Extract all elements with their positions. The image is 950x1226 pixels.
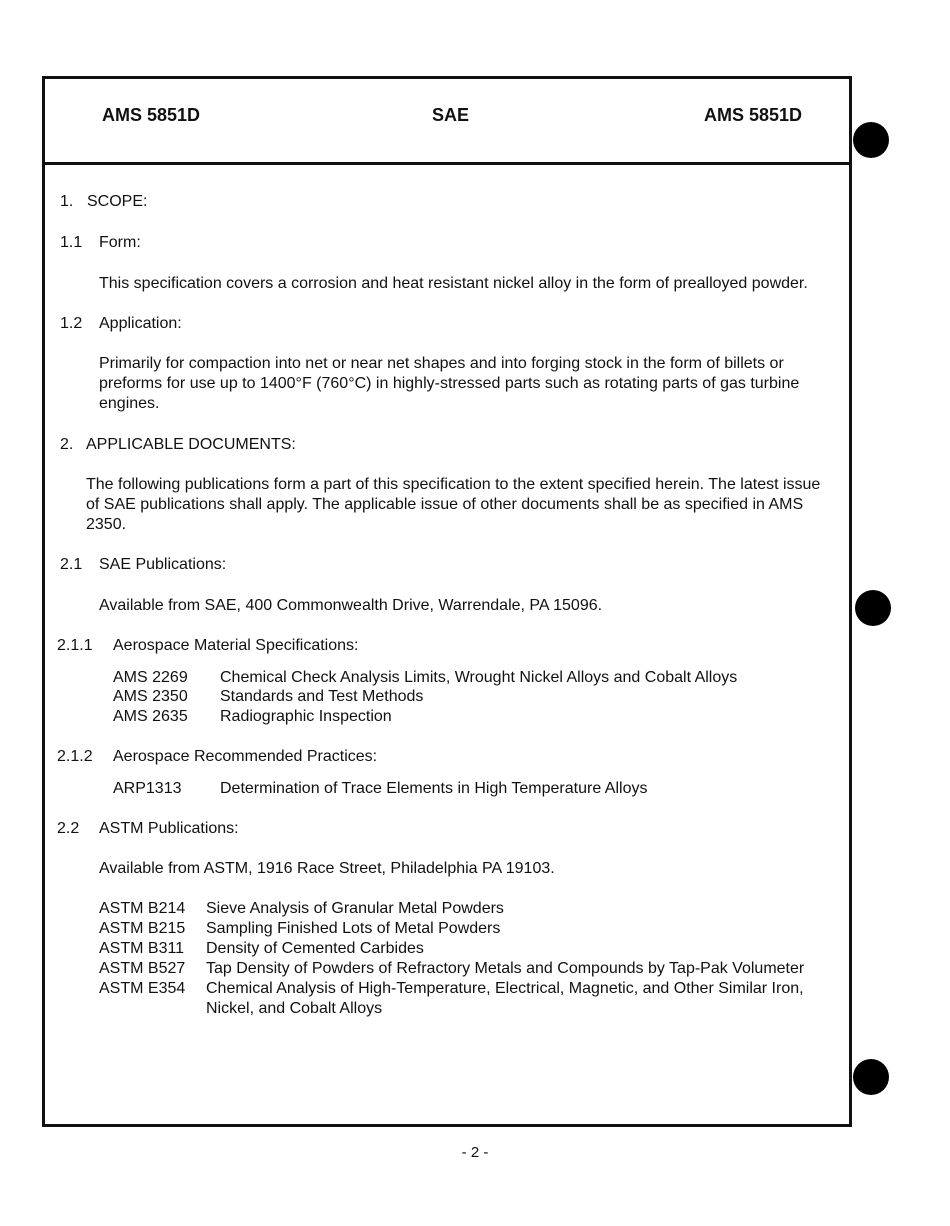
section-2-1-number: 2.1	[60, 556, 83, 573]
section-2-2-number: 2.2	[57, 820, 80, 837]
page-number: - 2 -	[461, 1144, 489, 1161]
astm-doc-title: Chemical Analysis of High-Temperature, Electrical, Magnetic, and Other Similar Iron,	[206, 980, 804, 997]
section-2-1-body: Available from SAE, 400 Commonwealth Drive, Warrendale, PA 15096.	[99, 597, 603, 614]
ams-doc-code: AMS 2635	[113, 708, 188, 725]
astm-doc-title: Nickel, and Cobalt Alloys	[206, 1000, 383, 1017]
punch-hole-middle	[855, 590, 891, 626]
section-1-1-number: 1.1	[60, 234, 83, 251]
astm-doc-title: Sieve Analysis of Granular Metal Powders	[206, 900, 504, 917]
ams-doc-title: Radiographic Inspection	[220, 708, 392, 725]
ams-doc-title: Chemical Check Analysis Limits, Wrought Nickel Alloys and Cobalt Alloys	[220, 669, 738, 686]
arp-doc-title: Determination of Trace Elements in High Temperature Alloys	[220, 780, 648, 797]
astm-doc-code: ASTM B215	[99, 920, 186, 937]
astm-doc-code: ASTM B311	[99, 940, 185, 957]
section-2-2-title: ASTM Publications:	[99, 820, 239, 837]
section-1-number: 1.	[60, 193, 74, 210]
section-2-1-title: SAE Publications:	[99, 556, 227, 573]
astm-doc-title: Sampling Finished Lots of Metal Powders	[206, 920, 501, 937]
punch-hole-top	[853, 122, 889, 158]
ams-doc-code: AMS 2350	[113, 688, 188, 705]
punch-hole-bottom	[853, 1059, 889, 1095]
section-1-2-body: Primarily for compaction into net or near net shapes and into forging stock in the form of billets or preforms for use up to 1400°F (760°C) in highly-stressed parts such as rotating parts of gas turbine engines.	[99, 355, 800, 412]
section-2-1-1-number: 2.1.1	[57, 637, 93, 654]
section-1-title: SCOPE:	[87, 193, 148, 210]
section-2-1-1-title: Aerospace Material Specifications:	[113, 637, 359, 654]
document-header	[45, 79, 849, 165]
arp-doc-code: ARP1313	[113, 780, 182, 797]
section-1-2-title: Application:	[99, 315, 182, 332]
astm-doc-code: ASTM B214	[99, 900, 186, 917]
section-1-2-number: 1.2	[60, 315, 83, 332]
section-2-number: 2.	[60, 436, 74, 453]
astm-doc-code: ASTM E354	[99, 980, 186, 997]
astm-doc-code: ASTM B527	[99, 960, 186, 977]
ams-doc-code: AMS 2269	[113, 669, 188, 686]
header-spec-number-left: AMS 5851D	[102, 105, 201, 125]
section-2-1-2-title: Aerospace Recommended Practices:	[113, 748, 378, 765]
astm-doc-title: Density of Cemented Carbides	[206, 940, 424, 957]
section-2-body: The following publications form a part of this specification to the extent specified herein. The latest issue of SAE publications shall apply. The applicable issue of other documents shall be as specified in AMS 2350.	[86, 476, 821, 533]
ams-doc-title: Standards and Test Methods	[220, 688, 424, 705]
section-1-1-title: Form:	[99, 234, 141, 251]
astm-doc-title: Tap Density of Powders of Refractory Metals and Compounds by Tap-Pak Volumeter	[206, 960, 805, 977]
header-spec-number-right: AMS 5851D	[704, 105, 803, 125]
section-2-title: APPLICABLE DOCUMENTS:	[86, 436, 296, 453]
section-1-1-body: This specification covers a corrosion and heat resistant nickel alloy in the form of prealloyed powder.	[99, 275, 808, 292]
section-2-1-2-number: 2.1.2	[57, 748, 93, 765]
section-2-2-body: Available from ASTM, 1916 Race Street, Philadelphia PA 19103.	[99, 860, 555, 877]
header-publisher: SAE	[432, 105, 470, 125]
